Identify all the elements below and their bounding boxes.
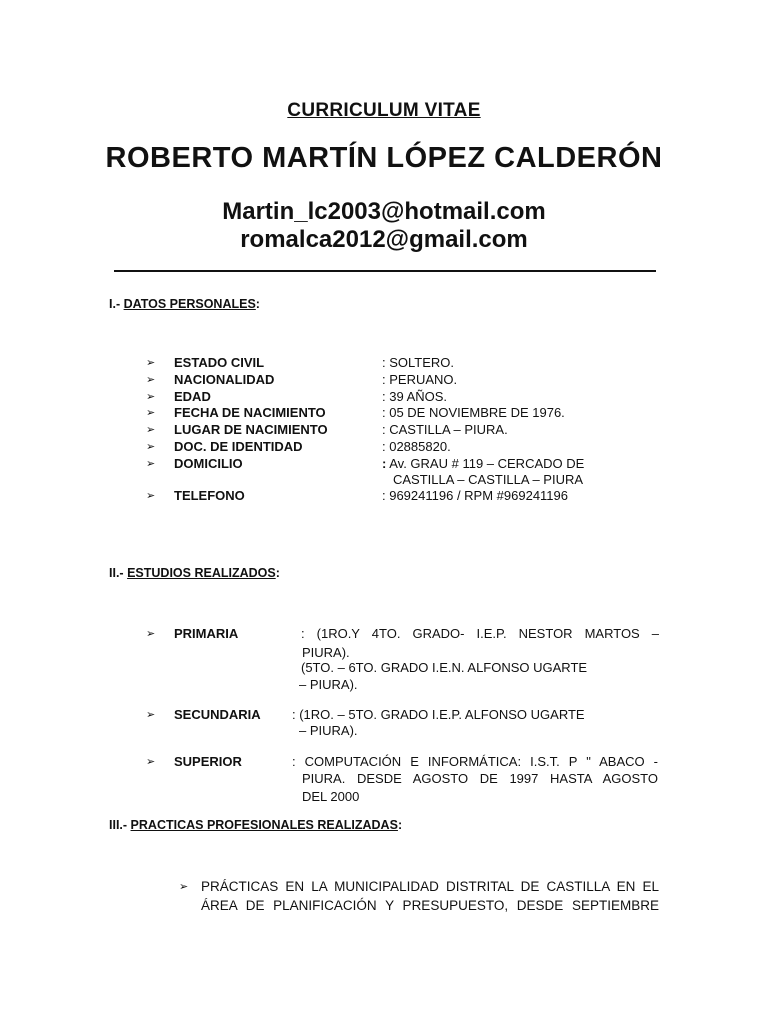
section-colon: : bbox=[275, 566, 280, 580]
section-title: DATOS PERSONALES bbox=[123, 297, 256, 311]
bullet-arrow-icon: ➢ bbox=[146, 458, 156, 470]
field-label: EDAD bbox=[174, 389, 211, 404]
education-detail: PIURA. DESDE AGOSTO DE 1997 HASTA AGOSTO bbox=[302, 771, 658, 786]
section-title: ESTUDIOS REALIZADOS bbox=[127, 566, 276, 580]
practice-text: ÁREA DE PLANIFICACIÓN Y PRESUPUESTO, DESDE SEPTIEMBRE bbox=[201, 898, 659, 913]
field-value bbox=[382, 456, 584, 473]
field-value: : CASTILLA – PIURA. bbox=[382, 422, 508, 437]
email-hotmail: Martin_lc2003@hotmail.com bbox=[222, 198, 546, 225]
section-colon: : bbox=[397, 818, 403, 832]
education-secundaria bbox=[146, 707, 666, 743]
bullet-arrow-icon: ➢ bbox=[146, 628, 156, 640]
education-detail: DEL 2000 bbox=[302, 789, 360, 804]
field-value: : SOLTERO. bbox=[382, 355, 454, 370]
field-label: FECHA DE NACIMIENTO bbox=[174, 405, 326, 420]
practice-item bbox=[175, 877, 675, 917]
education-primaria bbox=[146, 626, 666, 696]
education-detail: – PIURA). bbox=[299, 723, 358, 738]
section-practicas-heading bbox=[109, 818, 402, 832]
section-colon: : bbox=[255, 297, 260, 311]
education-detail: PIURA). bbox=[302, 645, 350, 660]
field-value: : 05 DE NOVIEMBRE DE 1976. bbox=[382, 405, 565, 420]
section-number: I.- bbox=[109, 297, 121, 311]
education-level: PRIMARIA bbox=[174, 626, 239, 641]
field-value-colon: : bbox=[382, 456, 387, 471]
section-number: II.- bbox=[109, 566, 124, 580]
practice-text: PRÁCTICAS EN LA MUNICIPALIDAD DISTRITAL DE CASTILLA EN EL bbox=[201, 879, 659, 894]
field-value-text: Av. GRAU # 119 – CERCADO DE bbox=[386, 456, 585, 471]
education-detail: : COMPUTACIÓN E INFORMÁTICA: I.S.T. P " ABACO - bbox=[292, 754, 658, 769]
bullet-arrow-icon: ➢ bbox=[146, 407, 156, 419]
bullet-arrow-icon: ➢ bbox=[179, 881, 189, 893]
header-divider bbox=[114, 270, 656, 272]
section-title: PRACTICAS PROFESIONALES REALIZADAS bbox=[130, 818, 398, 832]
bullet-arrow-icon: ➢ bbox=[146, 709, 156, 721]
bullet-arrow-icon: ➢ bbox=[146, 441, 156, 453]
bullet-arrow-icon: ➢ bbox=[146, 490, 156, 502]
field-value: : 02885820. bbox=[382, 439, 451, 454]
education-detail: – PIURA). bbox=[299, 677, 358, 692]
field-label: ESTADO CIVIL bbox=[174, 355, 265, 370]
field-label: DOMICILIO bbox=[174, 456, 243, 471]
education-level: SUPERIOR bbox=[174, 754, 242, 769]
field-label: NACIONALIDAD bbox=[174, 372, 275, 387]
field-value-continued: CASTILLA – CASTILLA – PIURA bbox=[393, 472, 584, 487]
section-datos-personales-heading bbox=[109, 297, 260, 311]
education-detail: : (1RO.Y 4TO. GRADO- I.E.P. NESTOR MARTOS – bbox=[301, 626, 659, 641]
field-label: DOC. DE IDENTIDAD bbox=[174, 439, 303, 454]
bullet-arrow-icon: ➢ bbox=[146, 391, 156, 403]
bullet-arrow-icon: ➢ bbox=[146, 357, 156, 369]
bullet-arrow-icon: ➢ bbox=[146, 756, 156, 768]
field-label: TELEFONO bbox=[174, 488, 245, 503]
education-detail: (5TO. – 6TO. GRADO I.E.N. ALFONSO UGARTE bbox=[301, 660, 588, 675]
candidate-name: ROBERTO MARTÍN LÓPEZ CALDERÓN bbox=[105, 142, 663, 174]
field-value: : 969241196 / RPM #969241196 bbox=[382, 488, 568, 503]
section-estudios-heading bbox=[109, 566, 280, 580]
field-label: LUGAR DE NACIMIENTO bbox=[174, 422, 328, 437]
document-title: CURRICULUM VITAE bbox=[287, 100, 481, 121]
field-value: : PERUANO. bbox=[382, 372, 458, 387]
bullet-arrow-icon: ➢ bbox=[146, 424, 156, 436]
education-level: SECUNDARIA bbox=[174, 707, 261, 722]
email-gmail: romalca2012@gmail.com bbox=[240, 226, 528, 253]
bullet-arrow-icon: ➢ bbox=[146, 374, 156, 386]
field-value: : 39 AÑOS. bbox=[382, 389, 448, 404]
education-detail: : (1RO. – 5TO. GRADO I.E.P. ALFONSO UGARTE bbox=[292, 707, 585, 722]
education-superior bbox=[146, 754, 666, 808]
section-number: III.- bbox=[109, 818, 128, 832]
